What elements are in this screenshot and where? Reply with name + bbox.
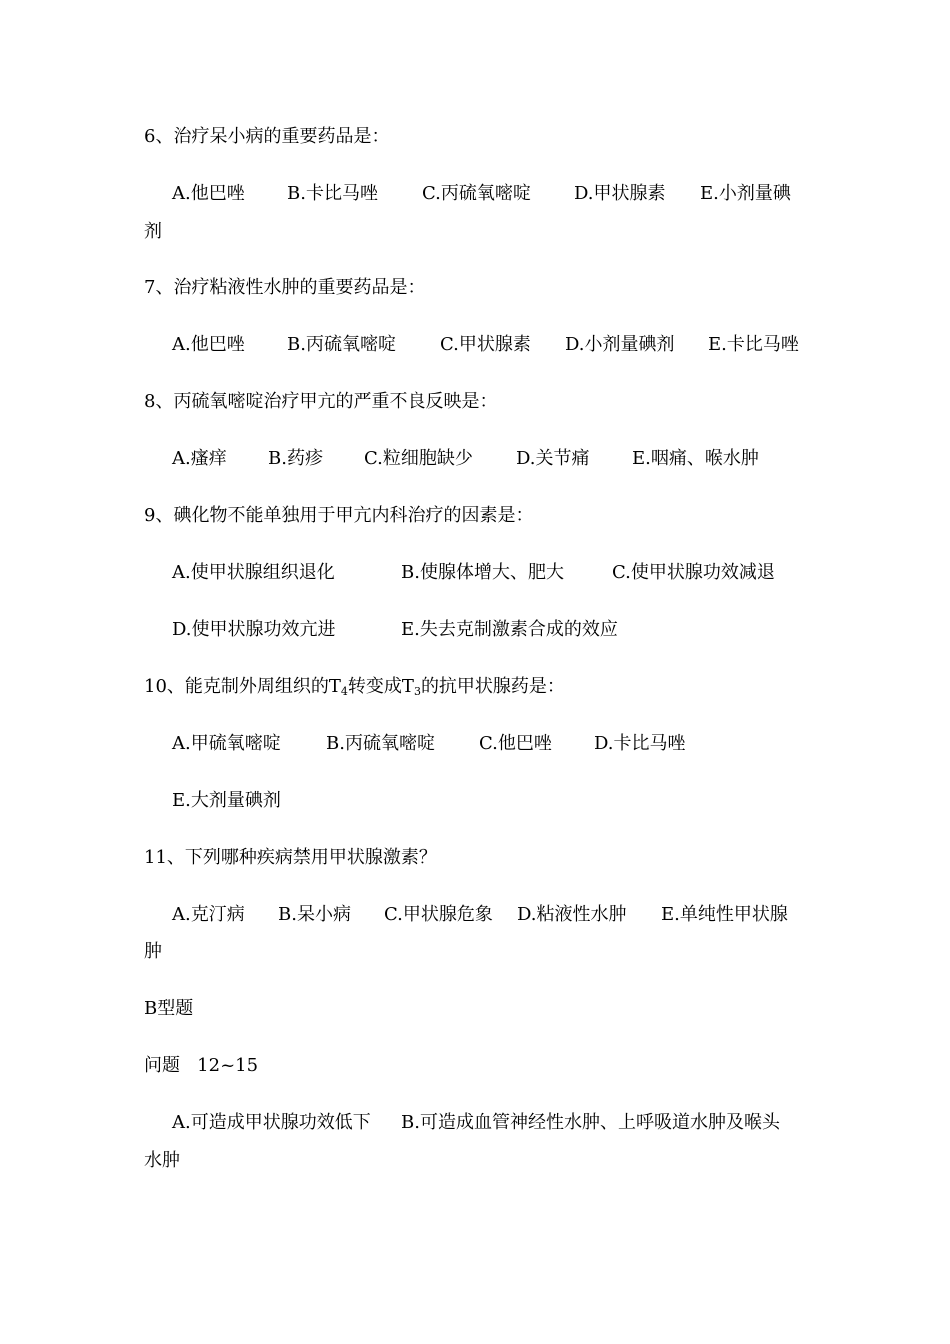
section-b-range: 问题 12~15 bbox=[144, 1055, 259, 1076]
question-10-options-row2 bbox=[0, 789, 950, 813]
q6-option-e: E.小剂量碘 bbox=[700, 183, 791, 204]
section-b-option-a: A.可造成甲状腺功效低下 bbox=[172, 1112, 371, 1133]
question-8-options bbox=[0, 447, 950, 471]
q7-option-b: B.丙硫氧嘧啶 bbox=[287, 334, 396, 355]
q10-option-c: C.他巴唑 bbox=[479, 733, 552, 754]
q7-option-c: C.甲状腺素 bbox=[440, 334, 531, 355]
q8-option-b: B.药疹 bbox=[268, 448, 323, 469]
q6-option-c: C.丙硫氧嘧啶 bbox=[422, 183, 531, 204]
q6-option-a: A.他巴唑 bbox=[172, 183, 245, 204]
question-10-options bbox=[0, 732, 950, 756]
q11-option-e-wrap: 肿 bbox=[144, 941, 162, 962]
question-11-options bbox=[0, 903, 950, 927]
q11-option-a: A.克汀病 bbox=[172, 904, 245, 925]
question-9-options-row1 bbox=[0, 561, 950, 585]
q9-option-e: E.失去克制激素合成的效应 bbox=[401, 619, 618, 640]
q7-option-a: A.他巴唑 bbox=[172, 334, 245, 355]
q9-option-d: D.使甲状腺功效亢进 bbox=[172, 619, 336, 640]
q8-option-c: C.粒细胞缺少 bbox=[364, 448, 473, 469]
question-10-stem: 10、能克制外周组织的$T_4$转变成$T_3$的抗甲状腺药是： bbox=[144, 676, 565, 698]
q10-option-b: B.丙硫氧嘧啶 bbox=[326, 733, 435, 754]
question-7-stem: 7、治疗粘液性水肿的重要药品是： bbox=[144, 277, 426, 298]
q11-option-c: C.甲状腺危象 bbox=[384, 904, 493, 925]
q9-option-a: A.使甲状腺组织退化 bbox=[172, 562, 335, 583]
q8-option-e: E.咽痛、喉水肿 bbox=[632, 448, 759, 469]
q11-option-e: E.单纯性甲状腺 bbox=[661, 904, 788, 925]
q9-option-b: B.使腺体增大、肥大 bbox=[401, 562, 564, 583]
q6-option-e-wrap: 剂 bbox=[144, 221, 162, 242]
q10-option-a: A.甲硫氧嘧啶 bbox=[172, 733, 281, 754]
question-11-stem: 11、下列哪种疾病禁用甲状腺激素？ bbox=[144, 847, 437, 868]
question-9-stem: 9、碘化物不能单独用于甲亢内科治疗的因素是： bbox=[144, 505, 534, 526]
q10-option-e: E.大剂量碘剂 bbox=[172, 790, 281, 811]
section-b-options bbox=[0, 1111, 950, 1135]
question-9-options-row2 bbox=[0, 618, 950, 642]
q10-option-d: D.卡比马唑 bbox=[594, 733, 686, 754]
q7-option-e: E.卡比马唑 bbox=[708, 334, 799, 355]
question-8-stem: 8、丙硫氧嘧啶治疗甲亢的严重不良反映是： bbox=[144, 391, 498, 412]
question-6-stem: 6、治疗呆小病的重要药品是： bbox=[144, 126, 390, 147]
q11-option-b: B.呆小病 bbox=[278, 904, 351, 925]
section-b-option-b: B.可造成血管神经性水肿、上呼吸道水肿及喉头 bbox=[401, 1112, 780, 1133]
q7-option-d: D.小剂量碘剂 bbox=[565, 334, 675, 355]
q6-option-b: B.卡比马唑 bbox=[287, 183, 378, 204]
q8-option-d: D.关节痛 bbox=[516, 448, 590, 469]
section-b-option-b-wrap: 水肿 bbox=[144, 1150, 180, 1171]
question-6-options bbox=[0, 182, 950, 206]
q9-option-c: C.使甲状腺功效减退 bbox=[612, 562, 775, 583]
q6-option-d: D.甲状腺素 bbox=[574, 183, 666, 204]
section-b-title: B型题 bbox=[144, 998, 194, 1019]
question-7-options bbox=[0, 333, 950, 357]
q8-option-a: A.瘙痒 bbox=[172, 448, 227, 469]
q11-option-d: D.粘液性水肿 bbox=[517, 904, 627, 925]
